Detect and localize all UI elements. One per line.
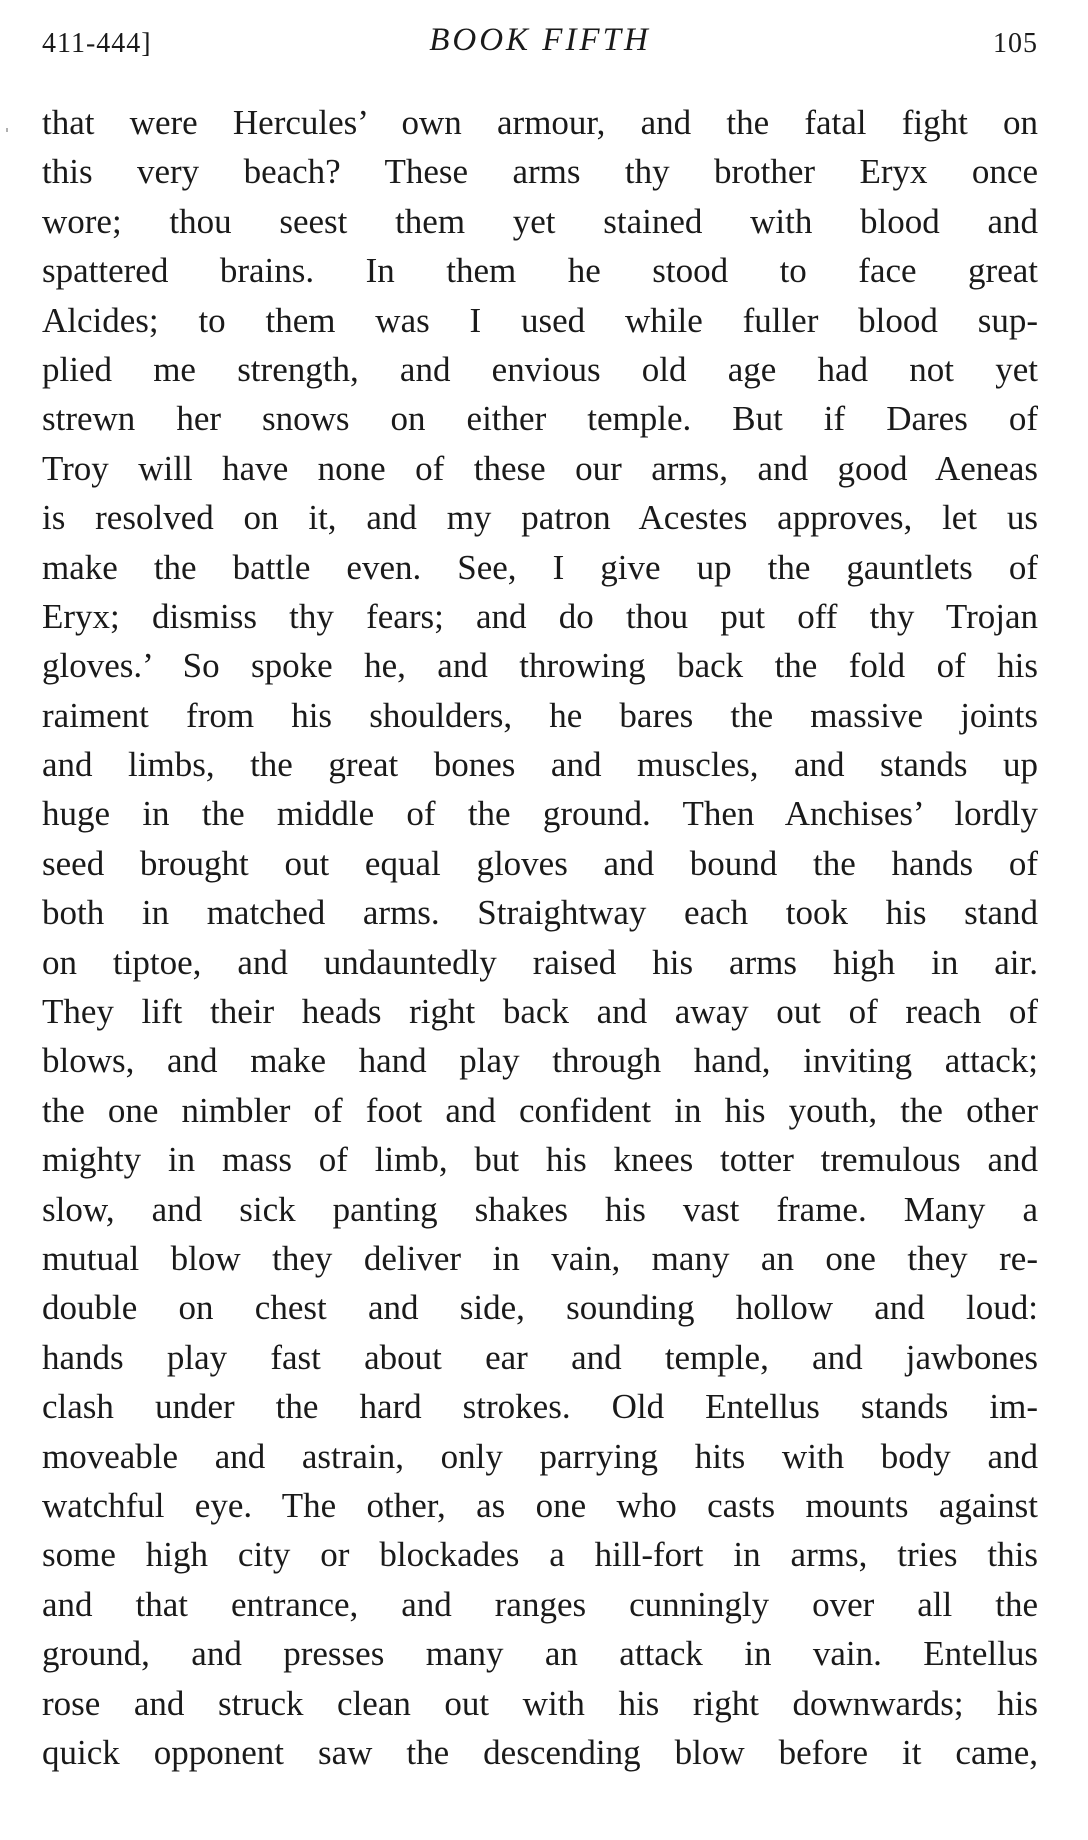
text-line: rose and struck clean out with his right downwards; his xyxy=(42,1683,1038,1723)
text-line: double on chest and side, sounding hollow and loud: xyxy=(42,1288,1038,1328)
text-line: ground, and presses many an attack in vain. Entellus xyxy=(42,1634,1038,1674)
margin-mark xyxy=(6,128,8,132)
text-line: seed brought out equal gloves and bound the hands of xyxy=(42,843,1038,883)
text-line: mutual blow they deliver in vain, many an one they re- xyxy=(42,1238,1038,1278)
body-text xyxy=(42,98,1038,1777)
text-line: slow, and sick panting shakes his vast frame. Many a xyxy=(42,1189,1038,1229)
text-line: watchful eye. The other, as one who casts mounts against xyxy=(42,1485,1038,1525)
line-range: 411-444] xyxy=(42,28,152,59)
text-line: Troy will have none of these our arms, and good Aeneas xyxy=(42,448,1038,488)
text-line: spattered brains. In them he stood to face great xyxy=(42,251,1038,291)
text-line: hands play fast about ear and temple, and jawbones xyxy=(42,1337,1038,1377)
text-line: quick opponent saw the descending blow before it came, xyxy=(42,1732,1038,1772)
text-line: huge in the middle of the ground. Then Anchises’ lordly xyxy=(42,794,1038,834)
text-line: mighty in mass of limb, but his knees totter tremulous and xyxy=(42,1140,1038,1180)
text-line: and that entrance, and ranges cunningly over all the xyxy=(42,1584,1038,1624)
text-line: plied me strength, and envious old age had not yet xyxy=(42,349,1038,389)
text-line: that were Hercules’ own armour, and the fatal fight on xyxy=(42,103,1038,142)
running-header xyxy=(42,22,1038,62)
text-line: blows, and make hand play through hand, inviting attack; xyxy=(42,1041,1038,1081)
text-line: make the battle even. See, I give up the gauntlets of xyxy=(42,547,1038,587)
running-title: BOOK FIFTH xyxy=(429,22,651,58)
text-line: wore; thou seest them yet stained with blood and xyxy=(42,201,1038,241)
text-line: raiment from his shoulders, he bares the massive joints xyxy=(42,695,1038,735)
text-line: Alcides; to them was I used while fuller blood sup- xyxy=(42,300,1038,340)
text-line: on tiptoe, and undauntedly raised his arms high in air. xyxy=(42,942,1038,982)
text-line: both in matched arms. Straightway each took his stand xyxy=(42,893,1038,933)
text-line: They lift their heads right back and away out of reach of xyxy=(42,992,1038,1032)
text-line: Eryx; dismiss thy fears; and do thou put off thy Trojan xyxy=(42,596,1038,636)
text-line: and limbs, the great bones and muscles, and stands up xyxy=(42,745,1038,785)
page-number: 105 xyxy=(993,28,1038,59)
text-line: strewn her snows on either temple. But if Dares of xyxy=(42,399,1038,439)
text-line: is resolved on it, and my patron Acestes approves, let us xyxy=(42,498,1038,538)
text-line: this very beach? These arms thy brother Eryx once xyxy=(42,152,1038,192)
text-line: some high city or blockades a hill-fort in arms, tries this xyxy=(42,1535,1038,1575)
text-line: the one nimbler of foot and confident in his youth, the other xyxy=(42,1090,1038,1130)
text-line: moveable and astrain, only parrying hits with body and xyxy=(42,1436,1038,1476)
text-line: gloves.’ So spoke he, and throwing back the fold of his xyxy=(42,646,1038,686)
text-line: clash under the hard strokes. Old Entellus stands im- xyxy=(42,1387,1038,1427)
